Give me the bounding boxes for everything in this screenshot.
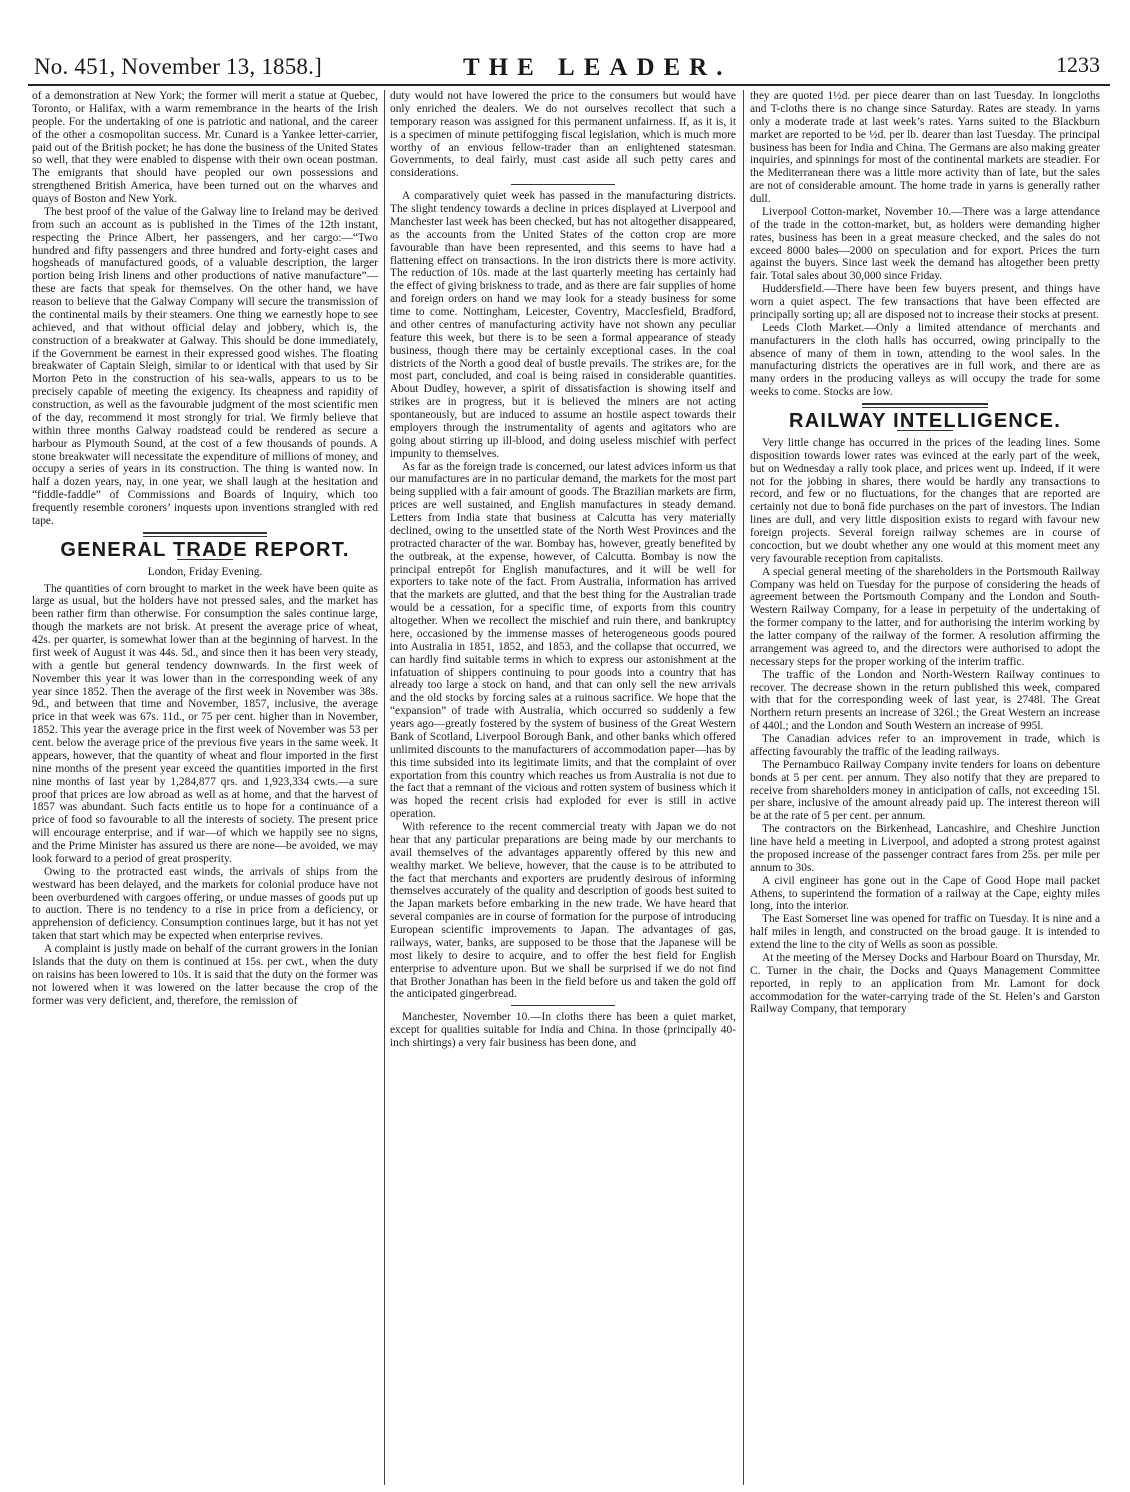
- newspaper-title: THE LEADER.: [463, 54, 732, 81]
- paragraph: of a demonstration at New York; the former will merit a statue at Quebec, Toronto, or Halifax, with a warm remembrance in the hearts of the Irish people. For the undertaking of one is patriotic and national, and the career of the other a cosmopolitan success. Mr. Cunard is a Yankee letter-carrier, paid out of the British pocket; he has done the business of the United States so well, that they were enabled to dispense with their own ocean postman. The emigrants that should have peopled our own possessions and strengthened British America, have been turned out on the wharves and quays of Boston and New York.: [32, 90, 378, 205]
- column-divider: [384, 90, 385, 1485]
- section-heading: RAILWAY INTELLIGENCE.: [789, 410, 1061, 432]
- paragraph: A special general meeting of the shareholders in the Portsmouth Railway Company was held on Tuesday for the purpose of considering the heads of agreement between the Portsmouth Company and the London and South-Western Railway Company, for a lease in perpetuity of the undertaking of the former company to the latter, and for authorising the interim working by the latter company of the railway of the former. A resolution affirming the arrangement was agreed to, and the directors were authorised to adopt the necessary steps for the proper working of the interim traffic.: [750, 565, 1100, 668]
- paragraph: they are quoted 1½d. per piece dearer than on last Tuesday. In longcloths and T-cloths there is no change since Saturday. Rates are steady. In yarns only a moderate trade at last week’s rates. Yarns suited to the Blackburn market are reported to be ½d. per lb. dearer than last Tuesday. The principal business has been for India and China. The Germans are also making greater inquiries, and spinnings for most of the continental markets are steadier. For the Mediterranean there was a little more activity than of late, but the sales are not of considerable amount. The home trade in yarns is generally rather dull.: [750, 90, 1100, 205]
- column-1: [32, 90, 378, 1485]
- paragraph: The quantities of corn brought to market in the week have been quite as large as usual, but the holders have not pressed sales, and the market has been rather firm than otherwise. For consumption the sales continue large, though the markets are not brisk. At present the average price of wheat, 42s. per quarter, is somewhat lower than at the beginning of harvest. In the first week of August it was 44s. 5d., and since then it has been very steady, with a gentle but general tendency downwards. In the first week of November this year it was lower than in the corresponding week of any year since 1852. Then the average of the first week in November was 38s. 9d., and between that time and November, 1857, inclusive, the average price in that week was 67s. 11d., or 75 per cent. higher than in November, 1852. This year the average price in the first week of November was 53 per cent. below the average price of the previous five years in the same week. It appears, however, that the quantity of wheat and flour imported in the first nine months of the present year exceed the quantities imported in the first nine months of last year by 1,284,877 qrs. and 1,923,334 cwts.—a sure proof that prices are low abroad as well as at home, and that the harvest of 1857 was abundant. Such facts entitle us to hope for a continuance of a price of food so favourable to all the interests of society. The present price will encourage enterprise, and if war—of which we happily see no signs, and the Prime Minister has assured us there are none—be avoided, we may look forward to a period of great prosperity.: [32, 582, 378, 865]
- paragraph: A civil engineer has gone out in the Cape of Good Hope mail packet Athens, to superintend the formation of a railway at the Cape, eighty miles long, into the interior.: [750, 874, 1100, 913]
- column-2: [390, 90, 736, 1485]
- paragraph: At the meeting of the Mersey Docks and Harbour Board on Thursday, Mr. C. Turner in the chair, the Docks and Quays Management Committee reported, in reply to an application from Mr. Lamont for dock accommodation for the water-carrying trade of the St. Helen’s and Garston Railway Company, that temporary: [750, 951, 1100, 1016]
- column-3: [750, 90, 1100, 1485]
- dateline: London, Friday Evening.: [147, 565, 263, 578]
- paragraph: With reference to the recent commercial treaty with Japan we do not hear that any particular preparations are being made by our merchants to avail themselves of the advantages apparently offered by this new and wealthy market. We believe, however, that the cause is to be attributed to the fact that merchants and exporters are prudently desirous of informing themselves accurately of the quality and description of goods best suited to the Japan markets before embarking in the new trade. We have heard that several companies are in course of formation for the purpose of introducing European scientific improvements to Japan. The advantages of gas, railways, water, banks, are supposed to be those that the Japanese will be most likely to desire to acquire, and to offer the best field for English enterprise to adventure upon. But we shall be surprised if we do not find that Brother Jonathan has been in the field before us and taken the gold off the anticipated gingerbread.: [390, 821, 736, 1001]
- paragraph: The traffic of the London and North-Western Railway continues to recover. The decrease shown in the return published this week, compared with that for the corresponding week of last year, is 2748l. The Great Northern return presents an increase of 326l.; the Great Western an increase of 440l.; and the London and South Western an increase of 995l.: [750, 668, 1100, 733]
- paragraph: duty would not have lowered the price to the consumers but would have only enriched the dealers. We do not ourselves recollect that such a temporary reason was assigned for this permanent unfairness. If, as it is, it is a specimen of minute pettifogging fiscal legislation, which is much more worthy of an envious fellow-trader than an enlightened statesman. Governments, to deal fairly, must cast aside all such petty cares and considerations.: [390, 90, 736, 180]
- paragraph: Owing to the protracted east winds, the arrivals of ships from the westward has been delayed, and the markets for colonial produce have not been overburdened with cargoes offering, or undue masses of goods put up to auction. There is no tendency to a rise in price from a deficiency, or apprehension of deficiency. Consumption continues large, but it has not yet taken that start which may be expected when enterprise revives.: [32, 865, 378, 943]
- paragraph: The Pernambuco Railway Company invite tenders for loans on debenture bonds at 5 per cent. per annum. They also notify that they are prepared to receive from shareholders money in anticipation of calls, not exceeding 15l. per share, inclusive of the amount already paid up. The interest thereon will be at the rate of 5 per cent. per annum.: [750, 758, 1100, 823]
- paragraph: Manchester, November 10.—In cloths there has been a quiet market, except for qualities suitable for India and China. In those (principally 40-inch shirtings) a very fair business has been done, and: [390, 1011, 736, 1049]
- paragraph: Very little change has occurred in the prices of the leading lines. Some disposition towards lower rates was evinced at the early part of the week, but on Wednesday a rally took place, and prices went up. Indeed, if it were not for the jobbing in shares, there would be hardly any transactions to record, and few or no fluctuations, for the changes that are reported are certainly not due to bonâ fide purchases on the part of investors. The Indian lines are dull, and very little disposition exists to regard with favour new foreign projects. Several foreign railway schemes are in course of concoction, but we doubt whether any one would at this moment meet any very favourable reception from capitalists.: [750, 436, 1100, 565]
- masthead-rule: [28, 84, 1110, 86]
- paragraph: Huddersfield.—There have been few buyers present, and things have worn a quiet aspect. The few transactions that have been effected are principally sorting up; all are disposed not to increase their stocks at present.: [750, 283, 1100, 321]
- section-heading: GENERAL TRADE REPORT.: [60, 538, 350, 561]
- paragraph: The East Somerset line was opened for traffic on Tuesday. It is nine and a half miles in length, and constructed on the broad gauge. It is intended to extend the line to the city of Wells as soon as possible.: [750, 913, 1100, 951]
- paragraph: Leeds Cloth Market.—Only a limited attendance of merchants and manufacturers in the cloth halls has occurred, owing principally to the absence of many of them in town, attending to the wool sales. In the manufacturing districts the operatives are in full work, and there are as many orders in the producing valleys as will occupy the trade for some weeks to come. Stocks are low.: [750, 321, 1100, 399]
- paragraph: Liverpool Cotton-market, November 10.—There was a large attendance of the trade in the cotton-market, but, as holders were demanding higher rates, business has been in a great measure checked, and the sales do not exceed 8000 bales—2000 on speculation and for export. Prices the turn against the buyers. Since last week the demand has altogether been pretty fair. Total sales about 30,000 since Friday.: [750, 205, 1100, 283]
- paragraph: The best proof of the value of the Galway line to Ireland may be derived from such an account as is published in the Times of the 12th instant, respecting the Prince Albert, her passengers, and her cargo:—“Two hundred and fifty passengers and three hundred and forty-eight cases and hogsheads of manufactured goods, of a valuable description, the larger portion being Irish linens and other productions of native manufacture”—these are facts that speak for themselves. On the other hand, we have reason to believe that the Galway Company will secure the transmission of the continental mails by their steamers. One thing we earnestly hope to see achieved, and that without official delay and jobbery, which is, the construction of a breakwater at Galway. This should be done immediately, if the Government be earnest in their expressed good wishes. The floating breakwater of Captain Sleigh, similar to or identical with that used by Sir Morton Peto in the construction of his sea-walls, appears to us to be precisely capable of meeting the exigency. Its cheapness and rapidity of construction, as well as the favourable judgment of the most scientific men of the day, recommend it most strongly for trial. We firmly believe that within three months Galway roadstead could be rendered as secure a harbour as Plymouth Sound, at the cost of a few thousands of pounds. A stone breakwater will necessitate the expenditure of millions of money, and occupy a series of years in its construction. The thing is wanted now. In half a dozen years, nay, in one year, we shall laugh at the hesitation and “fiddle-faddle” of Commissions and Boards of Inquiry, which too frequently resemble coroners’ inquests upon inventions strangled with red tape.: [32, 205, 378, 527]
- page-number: 1233: [1056, 52, 1100, 77]
- section-rule: [390, 180, 736, 190]
- paragraph: A comparatively quiet week has passed in the manufacturing districts. The slight tendency towards a decline in prices displayed at Liverpool and Manchester last week has been checked, but has not altogether disappeared, as the accounts from the United States of the cotton crop are more favourable than have been represented, and this seems to have had a flattening effect on transactions. In the iron districts there is more activity. The reduction of 10s. made at the last quarterly meeting has certainly had the effect of giving briskness to trade, and as there are fair supplies of home and foreign orders on hand we may look for a steady business for some time to come. Nottingham, Leicester, Coventry, Macclesfield, Bradford, and other centres of manufacturing activity have not shown any peculiar feature this week, but there is to be seen a formal appearance of steady business, though there may be certainly exceptional cases. In the coal districts of the North a good deal of bustle prevails. The strikes are, for the most part, concluded, and coal is being raised in considerable quantities. About Dudley, however, a spirit of dissatisfaction is showing itself and strikes are in progress, but it is believed the miners are not acting spontaneously, but are induced to assume an hostile aspect towards their employers through the instrumentality of agents and agitators who are going about stirring up ill-blood, and doing useless mischief with perfect impunity to themselves.: [390, 190, 736, 460]
- paragraph: The Canadian advices refer to an improvement in trade, which is affecting favourably the traffic of the leading railways.: [750, 733, 1100, 758]
- masthead: [28, 54, 1110, 84]
- column-divider: [743, 90, 744, 1485]
- section-rule: [32, 528, 378, 542]
- section-rule: [390, 1001, 736, 1011]
- paragraph: The contractors on the Birkenhead, Lancashire, and Cheshire Junction line have held a meeting in Liverpool, and adopted a strong protest against the proposed increase of the passenger contract fares from 25s. per mile per annum to 30s.: [750, 823, 1100, 874]
- paragraph: As far as the foreign trade is concerned, our latest advices inform us that our manufactures are in no particular demand, the markets for the most part being supplied with a fair amount of goods. The Brazilian markets are firm, prices are well sustained, and English manufactures in steady demand. Letters from India state that business at Calcutta has very materially declined, owing to the unsettled state of the North West Provinces and the protracted character of the war. Bombay has, however, greatly benefited by the outbreak, at the expense, however, of Calcutta. Bombay is now the principal entrepôt for English manufactures, and it will be well for exporters to take note of the fact. From Australia, information has arrived that the markets are glutted, and that the best thing for the Australian trade would be a cessation, for a specific time, of exports from this country altogether. When we recollect the mischief and ruin there, and bankruptcy here, occasioned by the immense masses of heterogeneous goods poured into Australia in 1851, 1852, and 1853, and the collapse that occurred, we can hardly find suitable terms in which to express our astonishment at the infatuation of shippers continuing to pour goods into a country that has already too large a stock on hand, and that can only sell the new arrivals and the old stocks by forcing sales at a ruinous sacrifice. We hope that the “expansion” of trade with Australia, which occurred so suddenly a few years ago—greatly fostered by the system of business of the Great Western Bank of Scotland, Liverpool Borough Bank, and other banks which offered unlimited discounts to the manufacturers of accommodation paper—has by this time subsided into its legitimate limits, and that the complaint of over exportation from this country which reaches us from Australia is not due to the fact that a remnant of the vicious and rotten system of business which it was hoped the recent crisis had exploded for ever is still in active operation.: [390, 460, 736, 821]
- paragraph: A complaint is justly made on behalf of the currant growers in the Ionian Islands that the duty on them is continued at 15s. per cwt., when the duty on raisins has been lowered to 10s. It is said that the duty on the former was not lowered when it was lowered on the latter because the crop of the former was very deficient, and, therefore, the remission of: [32, 943, 378, 1007]
- issue-line: No. 451, November 13, 1858.]: [34, 54, 322, 79]
- section-rule: [750, 399, 1100, 413]
